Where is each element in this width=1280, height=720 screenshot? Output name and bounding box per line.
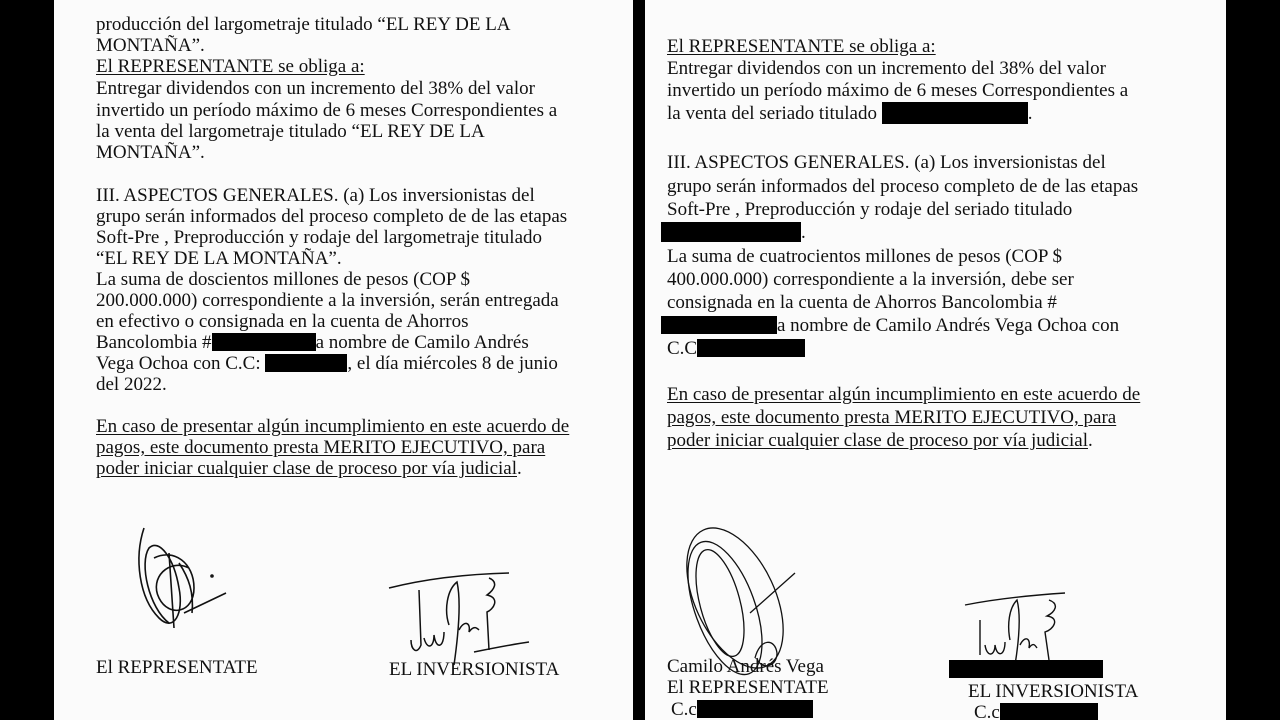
clause-text: poder iniciar cualquier clase de proceso por vía judicial. [667, 430, 1093, 451]
redacted-id-number [1000, 703, 1098, 720]
representative-label: El REPRESENTATE [96, 657, 258, 678]
date-text: , el día miércoles 8 de junio [347, 353, 558, 374]
text-line [96, 353, 558, 374]
text-line: del 2022. [96, 374, 167, 395]
clause-text: En caso de presentar algún incumplimiento en este acuerdo de [96, 416, 570, 437]
text-line: consignada en la cuenta de Ahorros Bancolombia # [667, 292, 1057, 313]
text-line: Soft-Pre , Preproducción y rodaje del seriado titulado [667, 199, 1073, 220]
text-line: MONTAÑA”. [96, 35, 205, 56]
redacted-id-number [697, 700, 813, 718]
investor-signature [965, 590, 1085, 670]
text-line: Entregar dividendos con un incremento del 38% del valor [96, 78, 535, 99]
clause-text: poder iniciar cualquier clase de proceso por vía judicial. [96, 458, 522, 479]
text-line: MONTAÑA”. [96, 142, 205, 163]
investor-label: EL INVERSIONISTA [968, 681, 1139, 702]
representative-signature [134, 518, 234, 643]
representative-name: Camilo Andrés Vega [667, 656, 824, 677]
redacted-series-title [882, 102, 1028, 124]
section-heading: III. ASPECTOS GENERALES. (a) Los inversionistas del [96, 185, 535, 206]
obligation-heading: El REPRESENTANTE se obliga a: [96, 56, 365, 77]
text-line: “EL REY DE LA MONTAÑA”. [96, 248, 342, 269]
clause-text: pagos, este documento presta MERITO EJECUTIVO, para [96, 437, 546, 458]
section-heading: III. ASPECTOS GENERALES. (a) Los inversionistas del [667, 152, 1106, 173]
text-line: la venta del largometraje titulado “EL REY DE LA [96, 121, 485, 142]
text-line: 200.000.000) correspondiente a la inversión, serán entregada [96, 290, 559, 311]
redacted-account-number [212, 333, 316, 351]
text-line: . [661, 222, 806, 243]
redacted-id-number [265, 354, 347, 372]
account-holder-text: a nombre de Camilo Andrés [315, 332, 529, 353]
text-line: producción del largometraje titulado “EL REY DE LA [96, 14, 511, 35]
representative-id: C.c [671, 699, 813, 720]
text-line: Soft-Pre , Preproducción y rodaje del largometraje titulado [96, 227, 543, 248]
redacted-investor-name [949, 660, 1103, 678]
id-label: Vega Ochoa con C.C: [96, 353, 261, 374]
text-line: La suma de cuatrocientos millones de pesos (COP $ [667, 246, 1063, 267]
text-line: invertido un período máximo de 6 meses Correspondientes a [96, 100, 558, 121]
text-line: Entregar dividendos con un incremento del 38% del valor [667, 58, 1106, 79]
text-line [96, 332, 529, 353]
investor-label: EL INVERSIONISTA [389, 659, 560, 680]
document-page-right [645, 0, 1226, 720]
text-line [667, 338, 805, 359]
text-line: en efectivo o consignada en la cuenta de Ahorros [96, 311, 469, 332]
clause-text: pagos, este documento presta MERITO EJECUTIVO, para [667, 407, 1117, 428]
redacted-id-number [697, 339, 805, 357]
obligation-heading: El REPRESENTANTE se obliga a: [667, 36, 936, 57]
text-line: grupo serán informados del proceso completo de de las etapas [96, 206, 568, 227]
bank-label: Bancolombia # [96, 332, 212, 353]
text-line: a nombre de Camilo Andrés Vega Ochoa con [661, 315, 1119, 336]
redacted-series-title [661, 222, 801, 242]
representative-label: El REPRESENTATE [667, 677, 829, 698]
investor-id: C.c [974, 702, 1098, 720]
text-line: la venta del seriado titulado . [667, 103, 1033, 124]
text-line: invertido un período máximo de 6 meses Correspondientes a [667, 80, 1129, 101]
text-line: grupo serán informados del proceso completo de de las etapas [667, 176, 1139, 197]
redacted-account-number [661, 316, 777, 334]
text-line: 400.000.000) correspondiente a la inversión, debe ser [667, 269, 1074, 290]
clause-text: En caso de presentar algún incumplimiento en este acuerdo de [667, 384, 1141, 405]
document-page-left [54, 0, 633, 720]
text-line: La suma de doscientos millones de pesos (COP $ [96, 269, 470, 290]
id-label: C.C [667, 338, 698, 359]
